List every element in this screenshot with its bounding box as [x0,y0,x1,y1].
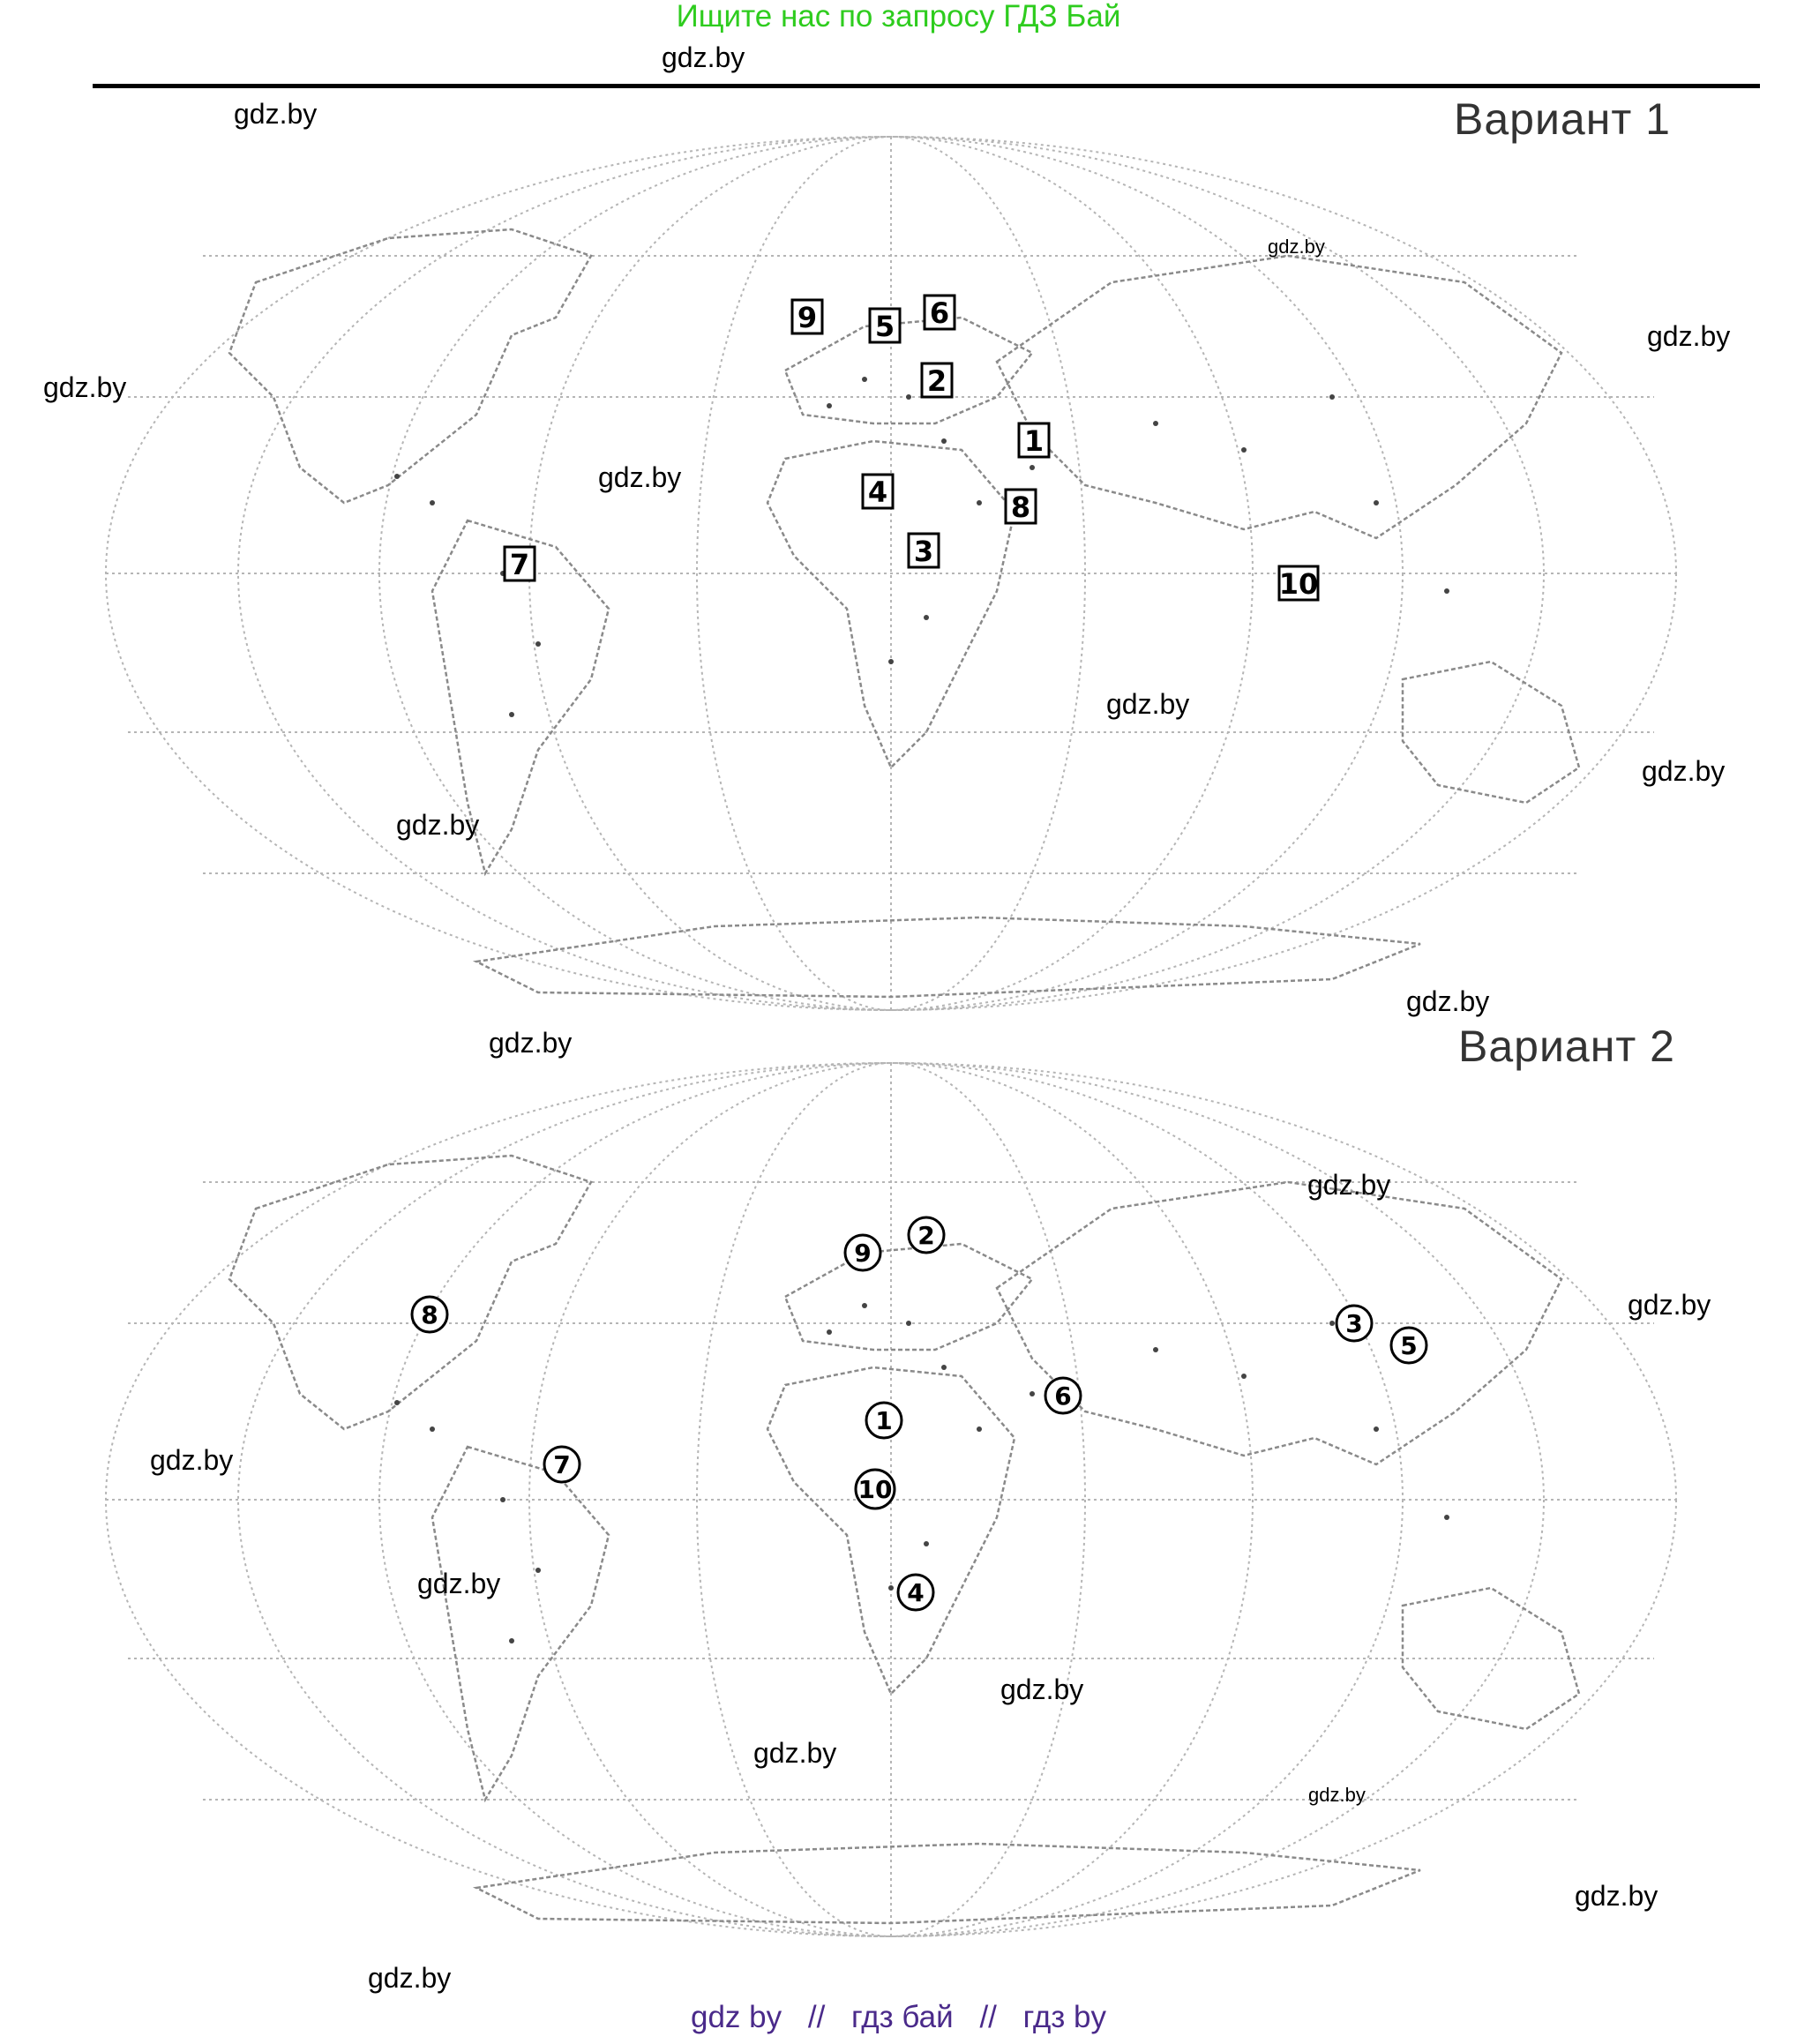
svg-text:3: 3 [1345,1309,1363,1338]
svg-text:4: 4 [867,475,888,509]
continents-outline [229,229,1579,997]
variant2-markers [412,1217,1426,1610]
marker-circle [898,1575,933,1610]
svg-text:10: 10 [1278,567,1319,601]
marker-square [925,296,955,330]
watermark: gdz.by [598,461,682,493]
marker-square [1279,566,1319,601]
marker-circle [845,1235,880,1270]
watermark: gdz.by [150,1444,234,1476]
marker-square [922,363,952,398]
svg-text:3: 3 [913,535,934,568]
svg-text:8: 8 [1010,490,1031,524]
svg-text:1: 1 [875,1406,893,1435]
svg-text:7: 7 [553,1450,571,1479]
footer-links [0,2001,1797,2034]
svg-text:5: 5 [874,310,895,343]
world-map-variant1 [97,132,1685,1015]
footer-link-gdz-bai[interactable]: гдз бай [851,2000,954,2034]
svg-text:9: 9 [797,301,818,334]
marker-circle [412,1297,447,1332]
watermark: gdz.by [1575,1880,1658,1912]
footer-separator: // [807,2000,826,2034]
svg-text:8: 8 [421,1300,438,1329]
svg-text:1: 1 [1023,424,1045,458]
marker-square [909,534,939,568]
svg-text:6: 6 [929,296,950,330]
watermark: gdz.by [1406,985,1490,1017]
svg-text:9: 9 [854,1239,872,1268]
watermark: gdz.by [753,1737,837,1769]
footer-link-gdz-by-cyr[interactable]: гдз by [1022,2000,1106,2034]
world-map-variant2 [97,1059,1685,1941]
svg-text:6: 6 [1054,1381,1072,1411]
svg-text:2: 2 [917,1221,935,1250]
promo-banner: Ищите нас по запросу ГДЗ Бай [676,0,1121,34]
marker-circle [866,1403,902,1438]
marker-circle [544,1447,580,1482]
watermark: gdz.by [489,1027,573,1059]
marker-circle [856,1470,895,1509]
watermark: gdz.by [396,809,480,841]
header-divider [93,84,1760,88]
marker-circle [909,1217,944,1253]
watermark: gdz.by [1308,1784,1366,1806]
variant2-title: Вариант 2 [1458,1022,1675,1071]
marker-circle [1337,1306,1372,1341]
svg-text:10: 10 [857,1475,893,1504]
watermark: gdz.by [1000,1673,1084,1705]
svg-text:5: 5 [1400,1331,1418,1360]
header-site-watermark: gdz.by [662,41,745,73]
marker-square [792,300,822,334]
marker-square [1019,423,1049,458]
watermark: gdz.by [43,371,127,403]
variant1-title: Вариант 1 [1454,94,1671,144]
marker-square [505,547,535,581]
watermark: gdz.by [1642,755,1726,787]
watermark: gdz.by [1106,688,1190,720]
watermark: gdz.by [1307,1169,1391,1201]
watermark: gdz.by [234,98,318,130]
marker-circle [1391,1328,1426,1363]
marker-square [863,475,893,509]
svg-text:2: 2 [926,364,947,398]
watermark: gdz.by [1647,320,1731,352]
svg-text:4: 4 [907,1578,925,1607]
watermark: gdz.by [368,1962,452,1994]
map-graticule [106,137,1676,1010]
variant1-markers [505,296,1318,601]
marker-square [870,309,900,343]
watermark: gdz.by [1268,236,1325,258]
footer-link-gdz-by[interactable]: gdz by [691,2000,782,2034]
svg-text:7: 7 [509,548,530,581]
watermark: gdz.by [417,1568,501,1599]
marker-square [1006,490,1036,524]
watermark: gdz.by [1628,1289,1711,1321]
footer-separator: // [979,2000,997,2034]
continents-outline [229,1156,1579,1923]
marker-circle [1045,1378,1081,1413]
